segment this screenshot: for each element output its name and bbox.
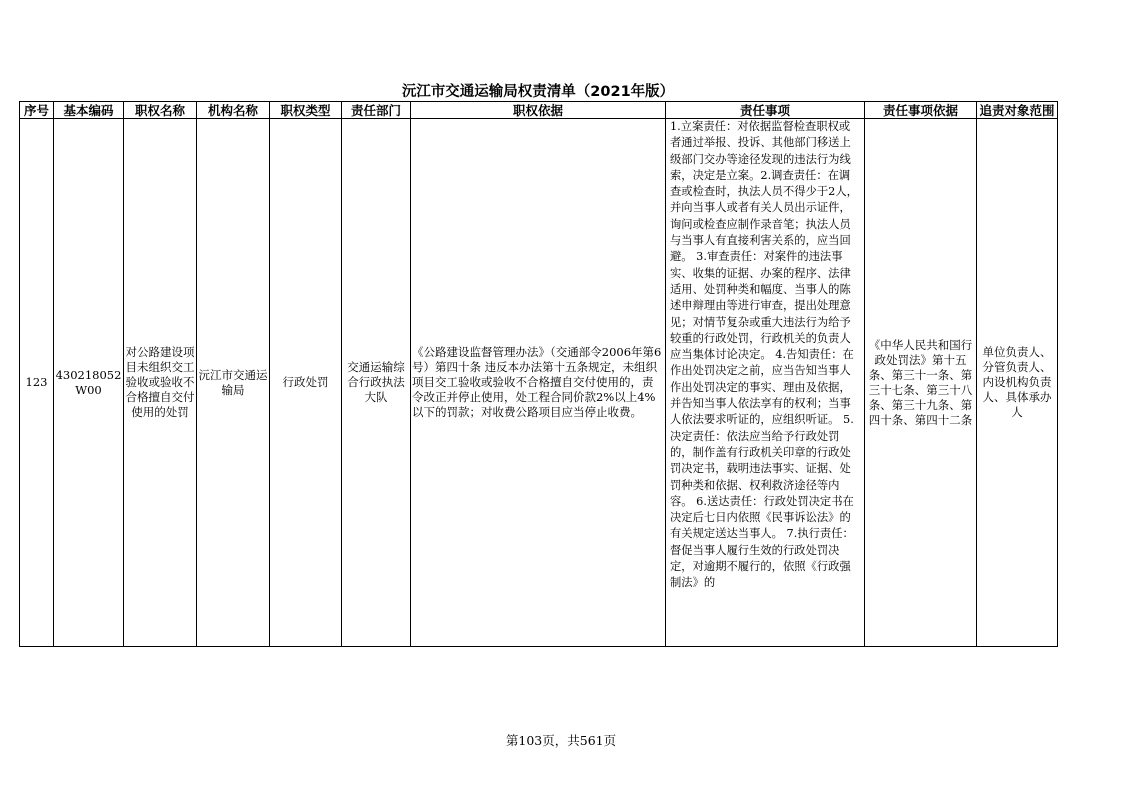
header-duty-basis: 责任事项依据 xyxy=(865,102,977,119)
header-duties: 责任事项 xyxy=(666,102,865,119)
cell-power-name: 对公路建设项目未组织交工验收或验收不合格擅自交付使用的处罚 xyxy=(124,119,197,647)
header-basis: 职权依据 xyxy=(411,102,666,119)
cell-seq: 123 xyxy=(20,119,54,647)
cell-department: 交通运输综合行政执法大队 xyxy=(342,119,411,647)
header-department: 责任部门 xyxy=(342,102,411,119)
header-seq: 序号 xyxy=(20,102,54,119)
table-header-row xyxy=(20,102,1058,119)
header-org-name: 机构名称 xyxy=(197,102,270,119)
cell-power-type: 行政处罚 xyxy=(270,119,342,647)
cell-duty-basis: 《中华人民共和国行政处罚法》第十五条、第三十一条、第三十七条、第三十八条、第三十九条、第四十条、第四十二条 xyxy=(865,119,977,647)
cell-basis: 《公路建设监督管理办法》（交通部令2006年第6号）第四十条 违反本办法第十五条规定，未组织项目交工验收或验收不合格擅自交付使用的，责令改正并停止使用，处工程合同价款2%以上4%以下的罚款；对收费公路项目应当停止收费。 xyxy=(411,119,666,647)
page-number: 第103页，共561页 xyxy=(505,733,617,748)
document-title: 沅江市交通运输局权责清单（2021年版） xyxy=(401,84,675,100)
cell-accountability: 单位负责人、分管负责人、内设机构负责人、具体承办人 xyxy=(977,119,1058,647)
header-code: 基本编码 xyxy=(54,102,124,119)
duties-text: 1.立案责任：对依据监督检查职权或者通过举报、投诉、其他部门移送上级部门交办等途径发现的违法行为线索，决定是立案。2.调查责任：在调查或检查时，执法人员不得少于2人，并向当事人或者有关人员出示证件，询问或检查应制作录音笔；执法人员与当事人有直接利害关系的，应当回避。 3.审查责任：对案件的违法事实、收集的证据、办案的程序、法律适用、处罚种类和幅度、当事人的陈述申辩理由等进行审查，提出处理意见；对情节复杂或重大违法行为给予较重的行政处罚，行政机关的负责人应当集体讨论决定。 4.告知责任：在作出处罚决定之前，应当告知当事人作出处罚决定的事实、理由及依据，并告知当事人依法享有的权利；当事人依法要求听证的，应组织听证。 5.决定责任：依法应当给予行政处罚的，制作盖有行政机关印章的行政处罚决定书，载明违法事实、证据、处罚种类和依据、权利救济途径等内容。 6.送达责任：行政处罚决定书在决定后七日内依照《民事诉讼法》的有关规定送达当事人。 7.执行责任：督促当事人履行生效的行政处罚决定，对逾期不履行的，依照《行政强制法》的 xyxy=(670,120,858,590)
header-power-name: 职权名称 xyxy=(124,102,197,119)
cell-code: 430218052W00 xyxy=(54,119,124,647)
responsibility-table xyxy=(19,101,1058,647)
header-power-type: 职权类型 xyxy=(270,102,342,119)
header-accountability: 追责对象范围 xyxy=(977,102,1058,119)
table-row xyxy=(20,119,1058,647)
cell-org-name: 沅江市交通运输局 xyxy=(197,119,270,647)
cell-duties xyxy=(666,119,865,647)
